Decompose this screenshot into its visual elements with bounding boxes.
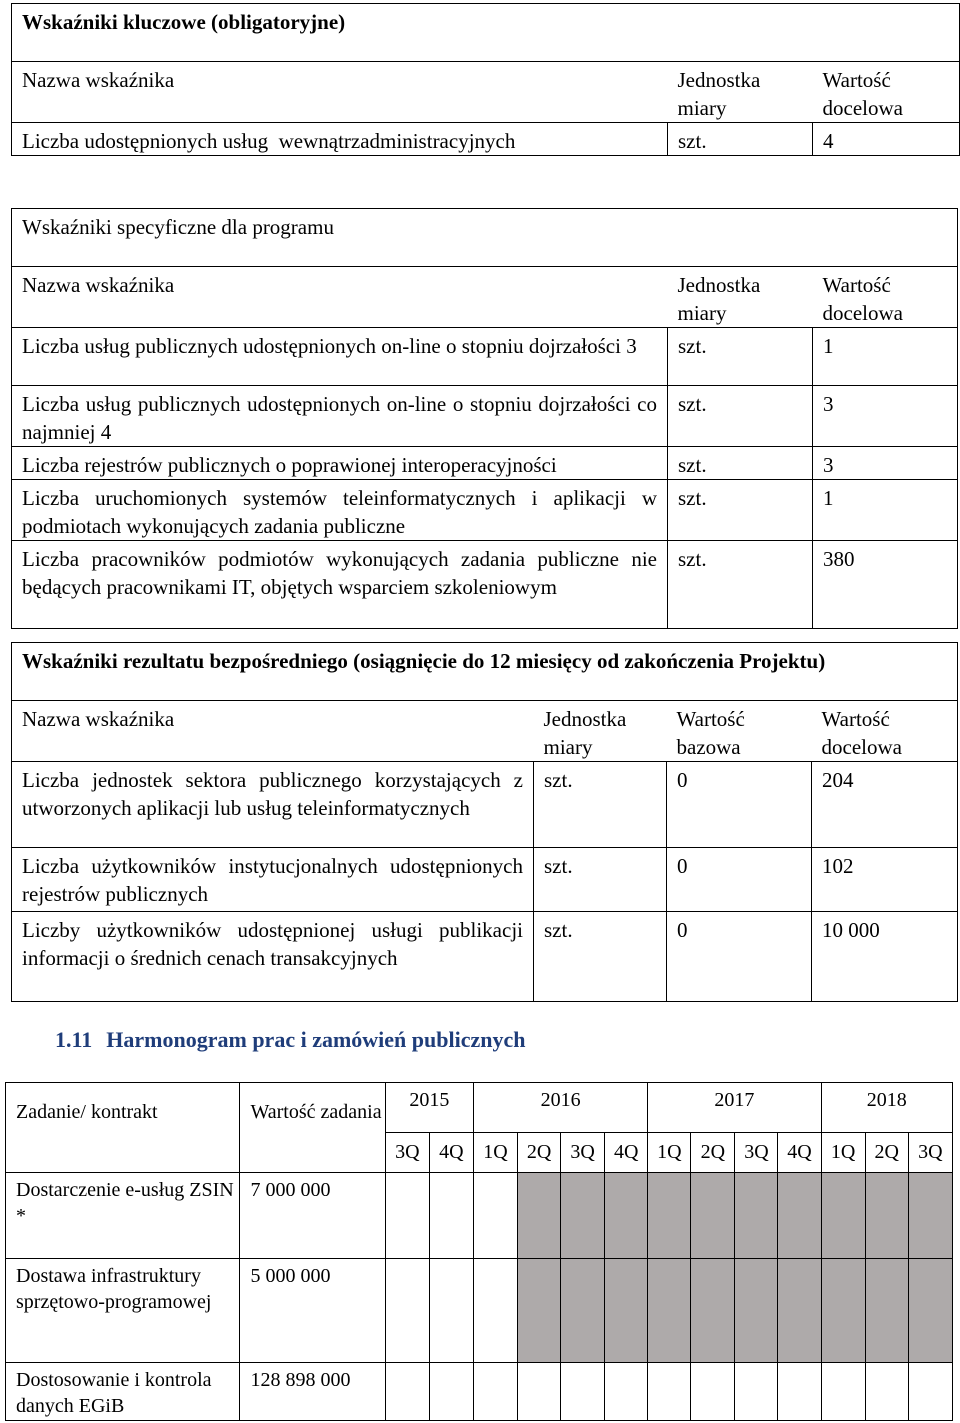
quarter-header: 4Q: [429, 1133, 473, 1173]
indicator-unit: szt.: [534, 912, 667, 1002]
section-number: 1.11: [55, 1027, 93, 1052]
header-task: Zadanie/ kontrakt: [6, 1083, 240, 1173]
schedule-cell: [429, 1173, 473, 1259]
schedule-cell: [735, 1363, 778, 1421]
quarter-header: 4Q: [605, 1133, 648, 1173]
indicator-name: Liczba pracowników podmiotów wykonujących zadania publiczne nie będących pracownikami IT, objętych wsparciem szkoleniowym: [12, 541, 668, 629]
header-target: Wartość docelowa: [812, 701, 958, 762]
schedule-cell: [865, 1173, 908, 1259]
indicator-name: Liczba użytkowników instytucjonalnych udostępnionych rejestrów publicznych: [12, 848, 534, 912]
indicator-name: Liczba usług publicznych udostępnionych on-line o stopniu dojrzałości 3: [12, 328, 668, 386]
schedule-cell: [429, 1259, 473, 1363]
year-header: 2017: [648, 1083, 821, 1133]
indicator-target: 4: [813, 123, 960, 156]
header-unit: Jednostka miary: [534, 701, 667, 762]
indicator-target: 102: [812, 848, 958, 912]
quarter-header: 4Q: [778, 1133, 821, 1173]
header-name: Nazwa wskaźnika: [12, 701, 534, 762]
schedule-cell: [518, 1173, 561, 1259]
indicator-name: Liczba uruchomionych systemów teleinformatycznych i aplikacji w podmiotach wykonujących zadania publiczne: [12, 480, 668, 541]
indicator-unit: szt.: [534, 762, 667, 848]
schedule-table: [5, 1082, 953, 1421]
indicator-unit: szt.: [668, 123, 813, 156]
indicator-base: 0: [667, 848, 812, 912]
schedule-cell: [821, 1173, 865, 1259]
section-title: Harmonogram prac i zamówień publicznych: [106, 1027, 526, 1052]
quarter-header: 1Q: [821, 1133, 865, 1173]
indicator-base: 0: [667, 912, 812, 1002]
header-name: Nazwa wskaźnika: [12, 62, 668, 123]
schedule-cell: [778, 1363, 821, 1421]
indicator-target: 380: [813, 541, 958, 629]
indicator-unit: szt.: [668, 480, 813, 541]
schedule-cell: [648, 1259, 691, 1363]
indicator-unit: szt.: [668, 328, 813, 386]
schedule-cell: [605, 1173, 648, 1259]
schedule-cell: [385, 1259, 429, 1363]
schedule-cell: [473, 1173, 517, 1259]
quarter-header: 3Q: [561, 1133, 605, 1173]
schedule-cell: [561, 1363, 605, 1421]
task-value: 5 000 000: [240, 1259, 385, 1363]
year-header: 2015: [385, 1083, 473, 1133]
task-name: Dostosowanie i kontrola danych EGiB: [6, 1363, 240, 1421]
schedule-cell: [561, 1259, 605, 1363]
header-value: Wartość zadania: [240, 1083, 385, 1173]
schedule-cell: [691, 1173, 735, 1259]
schedule-cell: [778, 1173, 821, 1259]
schedule-cell: [473, 1259, 517, 1363]
schedule-cell: [518, 1363, 561, 1421]
task-value: 128 898 000: [240, 1363, 385, 1421]
indicator-base: 0: [667, 762, 812, 848]
schedule-cell: [648, 1173, 691, 1259]
schedule-cell: [778, 1259, 821, 1363]
quarter-header: 3Q: [735, 1133, 778, 1173]
header-base: Wartość bazowa: [667, 701, 812, 762]
schedule-cell: [735, 1173, 778, 1259]
task-value: 7 000 000: [240, 1173, 385, 1259]
schedule-cell: [561, 1173, 605, 1259]
indicator-target: 1: [813, 328, 958, 386]
result-indicators-table: [11, 642, 958, 1002]
schedule-cell: [908, 1259, 952, 1363]
quarter-header: 2Q: [865, 1133, 908, 1173]
indicator-name: Liczba jednostek sektora publicznego korzystających z utworzonych aplikacji lub usług teleinformatycznych: [12, 762, 534, 848]
schedule-cell: [821, 1259, 865, 1363]
indicator-target: 3: [813, 386, 958, 447]
year-header: 2016: [473, 1083, 647, 1133]
header-unit: Jednostka miary: [668, 267, 813, 328]
header-target: Wartość docelowa: [813, 267, 958, 328]
quarter-header: 3Q: [385, 1133, 429, 1173]
schedule-cell: [473, 1363, 517, 1421]
schedule-cell: [691, 1363, 735, 1421]
result-indicators-title: Wskaźniki rezultatu bezpośredniego (osiągnięcie do 12 miesięcy od zakończenia Projektu): [12, 643, 958, 701]
indicator-unit: szt.: [534, 848, 667, 912]
indicator-name: Liczba usług publicznych udostępnionych on-line o stopniu dojrzałości co najmniej 4: [12, 386, 668, 447]
indicator-name: Liczby użytkowników udostępnionej usługi publikacji informacji o średnich cenach transakcyjnych: [12, 912, 534, 1002]
schedule-cell: [865, 1259, 908, 1363]
indicator-target: 1: [813, 480, 958, 541]
schedule-cell: [735, 1259, 778, 1363]
indicator-unit: szt.: [668, 386, 813, 447]
schedule-cell: [605, 1259, 648, 1363]
indicator-target: 10 000: [812, 912, 958, 1002]
indicator-unit: szt.: [668, 541, 813, 629]
schedule-cell: [691, 1259, 735, 1363]
header-target: Wartość docelowa: [813, 62, 960, 123]
schedule-cell: [648, 1363, 691, 1421]
quarter-header: 2Q: [518, 1133, 561, 1173]
indicator-target: 204: [812, 762, 958, 848]
key-indicators-table: [11, 3, 960, 156]
header-unit: Jednostka miary: [668, 62, 813, 123]
quarter-header: 3Q: [908, 1133, 952, 1173]
task-name: Dostarczenie e-usług ZSIN *: [6, 1173, 240, 1259]
schedule-cell: [908, 1363, 952, 1421]
quarter-header: 1Q: [648, 1133, 691, 1173]
schedule-cell: [821, 1363, 865, 1421]
indicator-name: Liczba udostępnionych usług wewnątrzadministracyjnych: [12, 123, 668, 156]
schedule-cell: [385, 1173, 429, 1259]
schedule-cell: [518, 1259, 561, 1363]
schedule-cell: [605, 1363, 648, 1421]
year-header: 2018: [821, 1083, 952, 1133]
schedule-cell: [429, 1363, 473, 1421]
quarter-header: 1Q: [473, 1133, 517, 1173]
task-name: Dostawa infrastruktury sprzętowo-programowej: [6, 1259, 240, 1363]
indicator-name: Liczba rejestrów publicznych o poprawionej interoperacyjności: [12, 447, 668, 480]
header-name: Nazwa wskaźnika: [12, 267, 668, 328]
key-indicators-title: Wskaźniki kluczowe (obligatoryjne): [12, 4, 960, 62]
schedule-cell: [865, 1363, 908, 1421]
specific-indicators-title: Wskaźniki specyficzne dla programu: [12, 209, 958, 267]
schedule-cell: [385, 1363, 429, 1421]
indicator-unit: szt.: [668, 447, 813, 480]
quarter-header: 2Q: [691, 1133, 735, 1173]
specific-indicators-table: [11, 208, 958, 629]
indicator-target: 3: [813, 447, 958, 480]
section-heading: [55, 1026, 526, 1054]
schedule-cell: [908, 1173, 952, 1259]
